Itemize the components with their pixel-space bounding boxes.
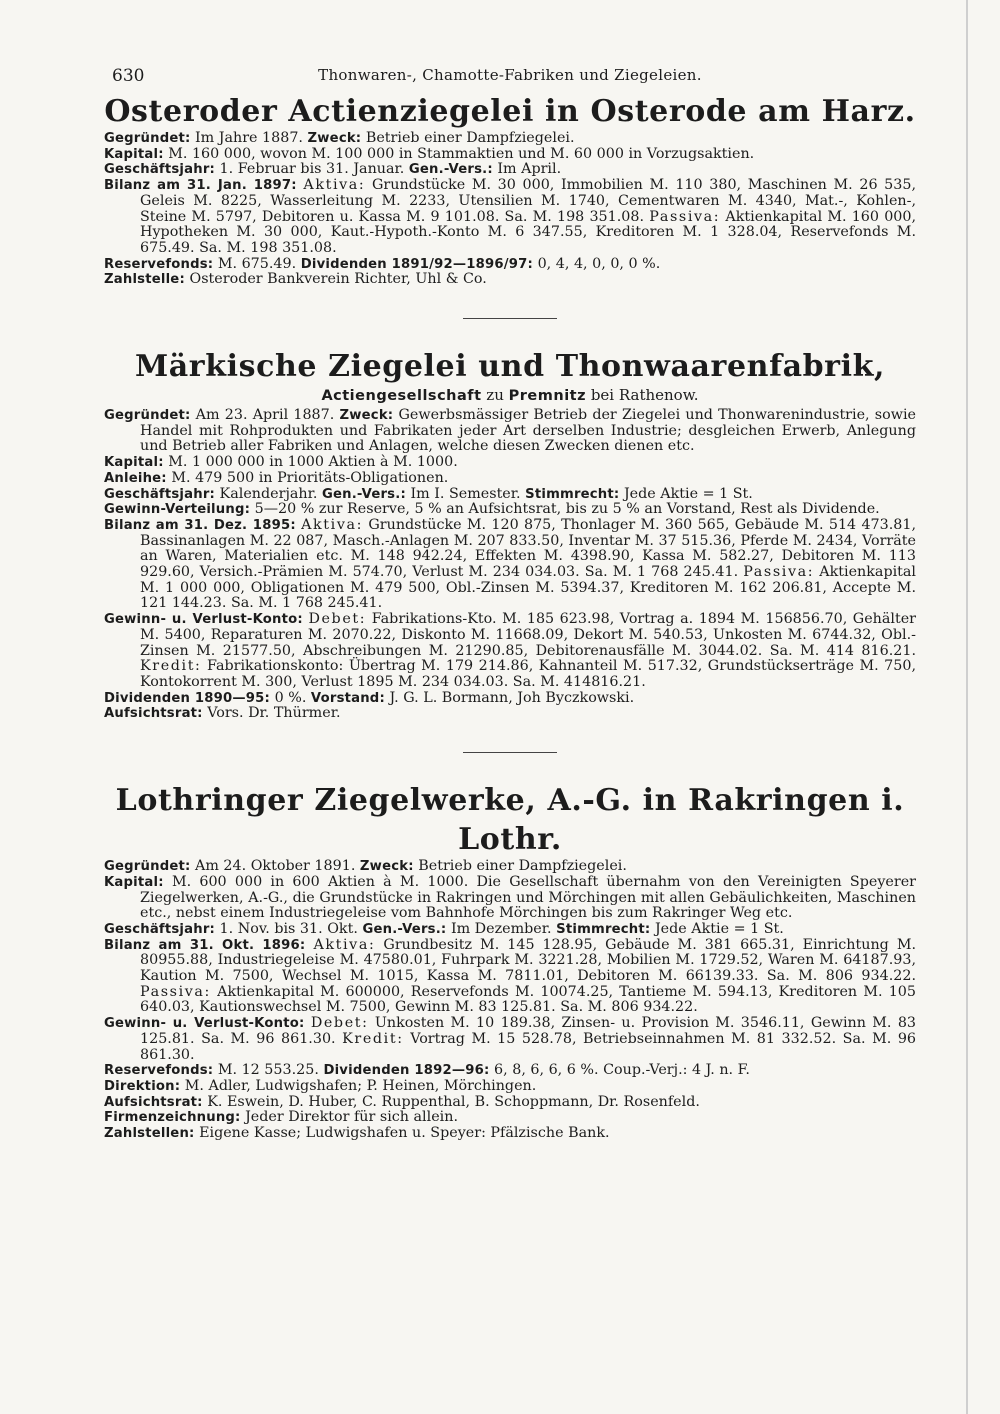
entry-line-loan: Anleihe: M. 479 500 in Prioritäts-Obligationen.	[104, 469, 449, 486]
company-subtitle: Actiengesellschaft zu Premnitz bei Rathenow.	[321, 386, 699, 405]
section-divider	[463, 752, 557, 753]
entry-line-signature: Firmenzeichnung: Jeder Direktor für sich allein.	[104, 1109, 458, 1126]
company-body	[104, 859, 916, 1142]
section-divider	[463, 318, 557, 319]
entry-line-paying-agent: Zahlstelle: Osteroder Bankverein Richter, Uhl & Co.	[104, 271, 487, 288]
entry-line-supervisory-board: Aufsichtsrat: Vors. Dr. Thürmer.	[104, 705, 341, 722]
entry-line-management: Direktion: M. Adler, Ludwigshafen; P. Heinen, Mörchingen.	[104, 1077, 537, 1094]
entry-line-profit-loss: Gewinn- u. Verlust-Konto: Debet: Unkosten M. 10 189.38, Zinsen- u. Provision M. 3546.11, Gewinn M. 83 125.81. Sa. M. 96 861.30. Kredit: Vortrag M. 15 528.78, Betriebseinnahmen M. 81 332.52. Sa. M. 96 861.30.	[104, 1015, 917, 1063]
entry-line-fiscal-year: Geschäftsjahr: Kalenderjahr. Gen.-Vers.: Im I. Semester. Stimmrecht: Jede Aktie = 1 St.	[104, 485, 753, 502]
company-title: Märkische Ziegelei und Thonwaarenfabrik,	[134, 349, 886, 385]
entry-line-paying-agents: Zahlstellen: Eigene Kasse; Ludwigshafen u. Speyer: Pfälzische Bank.	[104, 1125, 610, 1142]
entry-line-capital: Kapital: M. 160 000, wovon M. 100 000 in Stammaktien und M. 60 000 in Vorzugsaktien.	[104, 145, 755, 162]
entry-line-founded-purpose: Gegründet: Im Jahre 1887. Zweck: Betrieb einer Dampfziegelei.	[104, 130, 575, 146]
entry-line-reserve-dividends: Reservefonds: M. 12 553.25. Dividenden 1892—96: 6, 8, 6, 6, 6 %. Coup.-Verj.: 4 J. n. F.	[104, 1062, 750, 1079]
entry-line-balance: Bilanz am 31. Okt. 1896: Aktiva: Grundbesitz M. 145 128.95, Gebäude M. 381 665.31, Einrichtung M. 80955.88, Industriegeleise M. 47580.01, Fuhrpark M. 3221.28, Mobilien M. 1729.52, Waren M. 64187.93, Kaution M. 7500, Wechsel M. 1015, Kassa M. 7811.01, Debitoren M. 66139.33. Sa. M. 806 934.22. Passiva: Aktienkapital M. 600000, Reservefonds M. 10074.25, Tantieme M. 594.13, Kreditoren M. 105 640.03, Kautionswechsel M. 7500, Gewinn M. 83 125.81. Sa. M. 806 934.22.	[104, 936, 917, 1016]
entry-line-balance: Bilanz am 31. Jan. 1897: Aktiva: Grundstücke M. 30 000, Immobilien M. 110 380, Maschinen M. 26 535, Geleis M. 8225, Wasserleitung M. 2233, Utensilien M. 1740, Cementwaren M. 4340, Mat.-, Kohlen-, Steine M. 5797, Debitoren u. Kassa M. 9 101.08. Sa. M. 198 351.08. Passiva: Aktienkapital M. 160 000, Hypotheken M. 30 000, Kaut.-Hypoth.-Konto M. 6 347.55, Kreditoren M. 1 328.04, Reservefonds M. 675.49. Sa. M. 198 351.08.	[104, 177, 917, 256]
running-header	[104, 58, 916, 92]
company-title: Lothringer Ziegelwerke, A.-G. in Rakringen i. Lothr.	[115, 783, 905, 858]
page-number: 630	[112, 66, 145, 86]
entry-line-supervisory-board: Aufsichtsrat: K. Eswein, D. Huber, C. Ruppenthal, B. Schoppmann, Dr. Rosenfeld.	[104, 1093, 700, 1110]
entry-line-founded-purpose: Gegründet: Am 24. Oktober 1891. Zweck: Betrieb einer Dampfziegelei.	[104, 858, 627, 875]
company-entry-osteroder	[104, 92, 916, 288]
company-title: Osteroder Actienziegelei in Osterode am Harz.	[104, 94, 916, 129]
company-entry-lothringer	[104, 781, 916, 1142]
page-edge-line	[966, 0, 968, 1414]
entry-line-fiscal-year: Geschäftsjahr: 1. Februar bis 31. Januar. Gen.-Vers.: Im April.	[104, 161, 562, 178]
entry-line-capital: Kapital: M. 1 000 000 in 1000 Aktien à M. 1000.	[104, 454, 458, 471]
entry-line-reserve-dividends: Reservefonds: M. 675.49. Dividenden 1891/92—1896/97: 0, 4, 4, 0, 0, 0 %.	[104, 255, 661, 272]
company-entry-maerkische	[104, 347, 916, 722]
entry-line-founded-purpose: Gegründet: Am 23. April 1887. Zweck: Gewerbsmässiger Betrieb der Ziegelei und Thonwarenindustrie, sowie Handel mit Rohprodukten und Fabrikaten jeder Art derselben Industrie; desgleichen Erwerb, Anlegung und Betrieb aller Fabriken und Anlagen, welche diesen Zwecken dienen etc.	[104, 407, 917, 455]
entry-line-dividends-board: Dividenden 1890—95: 0 %. Vorstand: J. G. L. Bormann, Joh Byczkowski.	[104, 689, 635, 706]
entry-line-capital: Kapital: M. 600 000 in 600 Aktien à M. 1000. Die Gesellschaft übernahm von den Vereinigten Speyerer Ziegelwerken, A.-G., die Grundstücke in Rakringen und Mörchingen mit allen Gebäulichkeiten, Maschinen etc., nebst einem Industriegeleise vom Bahnhofe Mörchingen bis zum Rakringer Weg etc.	[104, 873, 917, 922]
entry-line-fiscal-year: Geschäftsjahr: 1. Nov. bis 31. Okt. Gen.-Vers.: Im Dezember. Stimmrecht: Jede Aktie = 1 St.	[104, 920, 784, 937]
running-title: Thonwaren-, Chamotte-Fabriken und Ziegeleien.	[318, 66, 702, 84]
company-body	[104, 408, 916, 722]
document-page	[104, 58, 916, 1142]
entry-line-profit-distribution: Gewinn-Verteilung: 5—20 % zur Reserve, 5 % an Aufsichtsrat, bis zu 5 % an Vorstand, Rest als Dividende.	[104, 501, 880, 518]
entry-line-profit-loss: Gewinn- u. Verlust-Konto: Debet: Fabrikations-Kto. M. 185 623.98, Vortrag a. 1894 M. 156856.70, Gehälter M. 5400, Reparaturen M. 2070.22, Diskonto M. 11668.09, Dekort M. 540.53, Unkosten M. 6744.32, Obl.-Zinsen M. 21577.50, Abschreibungen M. 21290.85, Debitorenausfälle M. 3044.02. Sa. M. 414 816.21. Kredit: Fabrikationskonto: Übertrag M. 179 214.86, Kahnanteil M. 517.32, Grundstückserträge M. 750, Kontokorrent M. 300, Verlust 1895 M. 234 034.03. Sa. M. 414816.21.	[104, 611, 917, 690]
entry-line-balance: Bilanz am 31. Dez. 1895: Aktiva: Grundstücke M. 120 875, Thonlager M. 360 565, Gebäude M. 514 473.81, Bassinanlagen M. 22 087, Masch.-Anlagen M. 207 833.50, Inventar M. 37 515.36, Pferde M. 2434, Vorräte an Waren, Materialien etc. M. 148 942.24, Effekten M. 4398.90, Kassa M. 582.27, Debitoren M. 113 929.60, Versich.-Prämien M. 574.70, Verlust M. 234 034.03. Sa. M. 1 768 245.41. Passiva: Aktienkapital M. 1 000 000, Obligationen M. 479 500, Obl.-Zinsen M. 5394.37, Kreditoren M. 162 206.81, Accepte M. 121 144.23. Sa. M. 1 768 245.41.	[104, 516, 917, 612]
company-body	[104, 131, 916, 288]
